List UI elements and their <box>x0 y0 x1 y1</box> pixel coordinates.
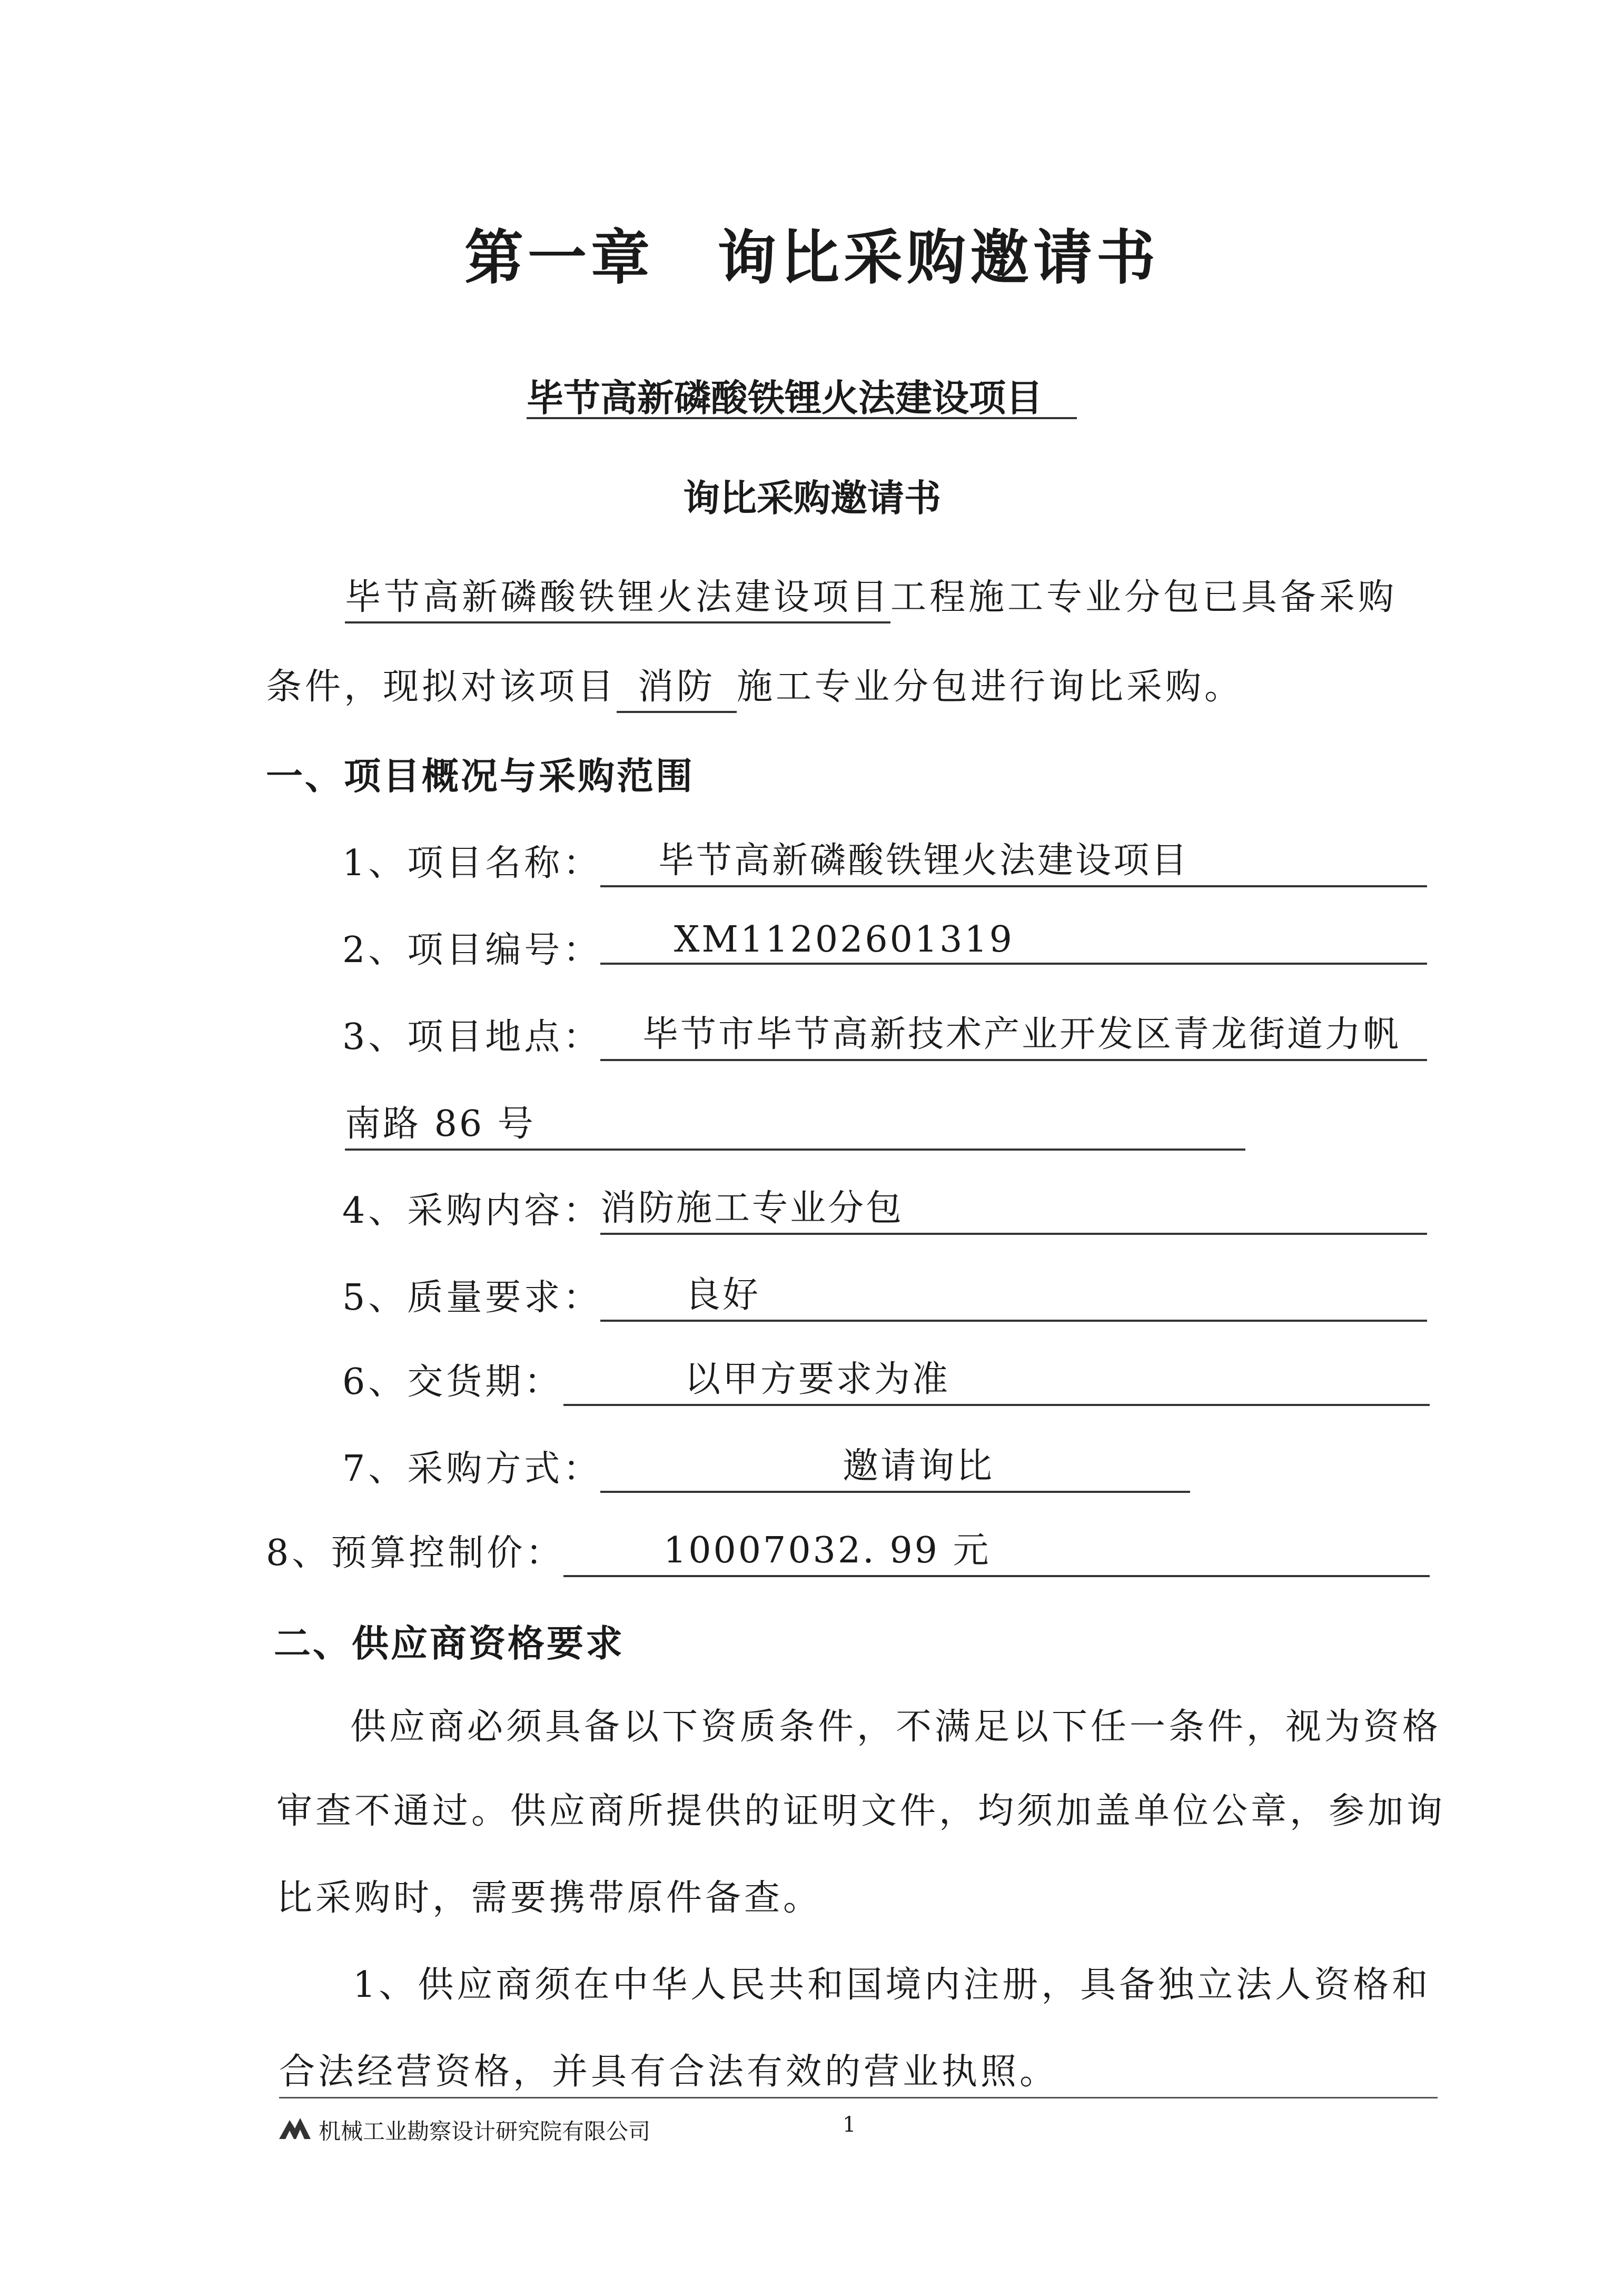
field-value-quality: 良好 <box>600 1266 1427 1322</box>
field-value-project-number: XM11202601319 <box>600 919 1427 965</box>
section2-heading: 二、供应商资格要求 <box>274 1622 625 1665</box>
intro-line-1 <box>345 569 1397 620</box>
field-value-project-name: 毕节高新磷酸铁锂火法建设项目 <box>600 832 1427 887</box>
field-value-delivery: 以甲方要求为准 <box>563 1351 1430 1406</box>
chapter-title: 第一章 询比采购邀请书 <box>464 223 1160 292</box>
section2-para2-line2: 合法经营资格，并具有合法有效的营业执照。 <box>279 2051 1059 2093</box>
intro-line-2 <box>266 658 1243 709</box>
intro-project-name: 毕节高新磷酸铁锂火法建设项目 <box>345 577 890 623</box>
project-title: 毕节高新磷酸铁锂火法建设项目 <box>527 377 1043 420</box>
intro-line2-before: 条件，现拟对该项目 <box>266 666 617 708</box>
field-value-project-location-cont: 南路 86 号 <box>345 1095 1245 1151</box>
intro-line2-after: 施工专业分包进行询比采购。 <box>737 666 1244 708</box>
footer-company: 机械工业勘察设计研究院有限公司 <box>319 2118 651 2144</box>
field-value-budget: 10007032. 99 元 <box>563 1522 1430 1577</box>
field-label-method: 7、采购方式： <box>342 1448 602 1490</box>
intro-category: 消防 <box>617 666 737 713</box>
page-number: 1 <box>843 2113 856 2137</box>
section2-para2-line1: 1、供应商须在中华人民共和国境内注册，具备独立法人资格和 <box>353 1964 1431 2006</box>
section1-heading: 一、项目概况与采购范围 <box>266 755 695 798</box>
invitation-title: 询比采购邀请书 <box>683 477 941 520</box>
section2-para1-line1: 供应商必须具备以下资质条件，不满足以下任一条件，视为资格 <box>350 1706 1442 1748</box>
intro-text-after-name: 工程施工专业分包已具备采购 <box>890 577 1398 618</box>
section2-para1-line3: 比采购时，需要携带原件备查。 <box>276 1877 823 1919</box>
field-value-method: 邀请询比 <box>600 1438 1190 1493</box>
field-label-budget: 8、预算控制价： <box>266 1532 565 1574</box>
footer-divider <box>279 2097 1438 2098</box>
field-label-delivery: 6、交货期： <box>342 1361 563 1403</box>
field-label-purchase-content: 4、采购内容： <box>342 1190 602 1232</box>
mountain-logo-icon <box>279 2116 311 2139</box>
field-label-project-number: 2、项目编号： <box>342 929 602 971</box>
field-value-project-location: 毕节市毕节高新技术产业开发区青龙街道力帆 <box>600 1006 1427 1061</box>
field-label-quality: 5、质量要求： <box>342 1277 602 1319</box>
section2-para1-line2: 审查不通过。供应商所提供的证明文件，均须加盖单位公章，参加询 <box>276 1790 1446 1832</box>
field-label-project-location: 3、项目地点： <box>342 1016 602 1058</box>
field-label-project-name: 1、项目名称： <box>342 843 602 884</box>
field-value-purchase-content: 消防施工专业分包 <box>600 1180 1427 1235</box>
